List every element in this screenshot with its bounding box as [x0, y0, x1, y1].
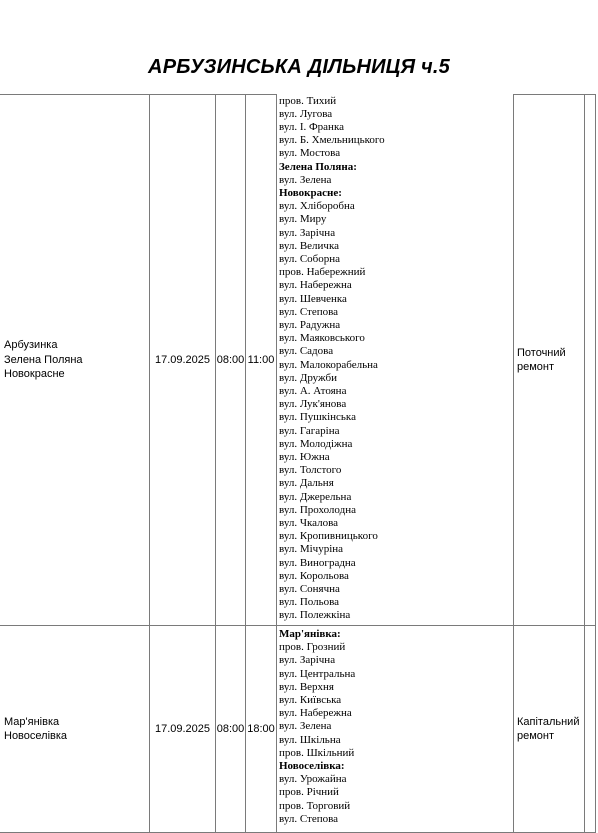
- street-item: пров. Шкільний: [279, 746, 355, 759]
- street-item: вул. Радужна: [279, 318, 341, 331]
- street-item: вул. Шкільна: [279, 733, 341, 746]
- street-item: вул. Мічуріна: [279, 543, 344, 556]
- time-to-cell: 11:00: [246, 95, 277, 626]
- work-type-line: ремонт: [517, 730, 555, 742]
- work-type-line: Поточний: [517, 346, 566, 359]
- street-item: вул. Хліборобна: [279, 200, 355, 213]
- street-item: вул. Польова: [279, 596, 340, 609]
- street-item: вул. Мостова: [279, 147, 341, 160]
- village-heading: Зелена Поляна:: [279, 160, 357, 173]
- street-item: пров. Набережний: [279, 266, 366, 279]
- street-item: пров. Тихий: [279, 94, 337, 107]
- street-item: пров. Грозний: [279, 641, 346, 654]
- street-item: вул. Лук'янова: [279, 398, 347, 411]
- date-cell: 17.09.2025: [150, 95, 216, 626]
- street-item: вул. А. Атояна: [279, 384, 347, 397]
- street-item: вул. Чкалова: [279, 517, 339, 529]
- street-item: вул. Гагаріна: [279, 424, 340, 437]
- street-item: вул. Зарічна: [279, 226, 336, 239]
- village-heading: Новокрасне:: [279, 186, 342, 199]
- street-item: вул. Садова: [279, 345, 334, 358]
- street-item: вул. Южна: [279, 450, 330, 463]
- street-item: вул. Верхня: [279, 680, 334, 693]
- date-cell: 17.09.2025: [150, 626, 216, 833]
- table-row: [0, 95, 596, 626]
- street-item: вул. Молодіжна: [279, 437, 353, 450]
- street-item: вул. Малокорабельна: [279, 358, 378, 371]
- time-from-cell: 08:00: [216, 95, 246, 626]
- street-item: вул. Зелена: [279, 173, 332, 186]
- street-item: вул. Миру: [279, 213, 327, 226]
- street-item: вул. Виноградна: [279, 556, 356, 569]
- work-type-cell: [514, 626, 585, 833]
- spacer-cell: [585, 626, 596, 833]
- street-item: вул. Степова: [279, 812, 339, 825]
- streets-cell: [277, 95, 514, 626]
- street-item: вул. Пушкінська: [279, 411, 356, 424]
- time-from-cell: 08:00: [216, 626, 246, 833]
- work-type-line: ремонт: [517, 361, 555, 373]
- time-to-cell: 18:00: [246, 626, 277, 833]
- street-item: вул. Величка: [279, 239, 340, 252]
- work-type-line: Капітальний: [517, 715, 580, 728]
- street-item: вул. Б. Хмельницького: [279, 134, 385, 147]
- locations-cell: [0, 95, 150, 626]
- street-item: вул. Сонячна: [279, 583, 340, 596]
- village-heading: Новоселівка:: [279, 760, 345, 773]
- street-item: вул. Дружби: [279, 371, 337, 384]
- table-row: [0, 626, 596, 833]
- street-item: вул. І. Франка: [279, 120, 345, 133]
- location-name: Зелена Поляна: [4, 353, 83, 366]
- locations-cell: [0, 626, 150, 833]
- street-item: вул. Лугова: [279, 107, 333, 120]
- street-item: пров. Річний: [279, 786, 339, 799]
- streets-cell: [277, 626, 514, 833]
- street-item: вул. Центральна: [279, 667, 356, 680]
- street-item: пров. Торговий: [279, 799, 351, 812]
- street-item: вул. Урожайна: [279, 773, 347, 786]
- spacer-cell: [585, 95, 596, 626]
- location-name: Мар'янівка: [4, 715, 60, 728]
- street-item: вул. Київська: [279, 694, 342, 707]
- street-item: вул. Шевченка: [279, 292, 347, 305]
- street-item: вул. Дальня: [279, 477, 334, 490]
- village-heading: Мар'янівка:: [279, 628, 341, 640]
- street-item: вул. Корольова: [279, 569, 349, 582]
- street-item: вул. Соборна: [279, 252, 341, 265]
- street-item: вул. Зарічна: [279, 654, 336, 667]
- street-item: вул. Полежкіна: [279, 609, 351, 622]
- street-item: вул. Прохолодна: [279, 503, 356, 516]
- page-title: АРБУЗИНСЬКА ДІЛЬНИЦЯ ч.5: [148, 56, 450, 78]
- location-name: Новоселівка: [4, 730, 68, 742]
- street-item: вул. Степова: [279, 305, 339, 318]
- street-item: вул. Кропивницького: [279, 530, 378, 543]
- schedule-table: [0, 94, 596, 833]
- street-item: вул. Зелена: [279, 720, 332, 733]
- street-item: вул. Джерельна: [279, 490, 352, 503]
- location-name: Арбузинка: [4, 339, 58, 352]
- street-item: вул. Маяковського: [279, 332, 365, 345]
- street-item: вул. Толстого: [279, 464, 342, 477]
- street-item: вул. Набережна: [279, 707, 352, 720]
- work-type-cell: [514, 95, 585, 626]
- location-name: Новокрасне: [4, 368, 65, 381]
- street-item: вул. Набережна: [279, 279, 352, 292]
